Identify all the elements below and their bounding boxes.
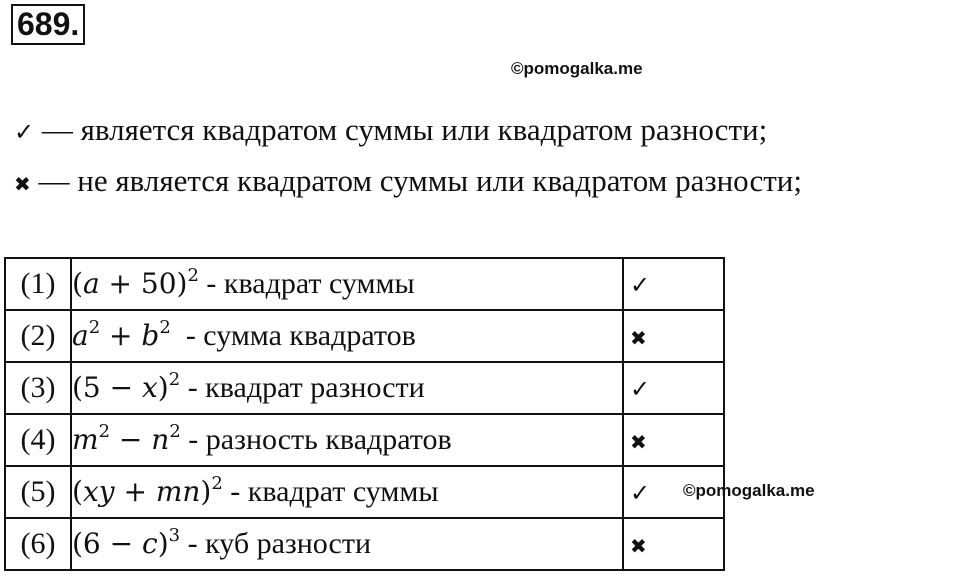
table-row xyxy=(5,518,724,570)
check-icon: ✓ xyxy=(14,118,35,146)
row-mark xyxy=(623,310,724,362)
table-row xyxy=(5,258,724,310)
math-expression: $m^2 - n^2$ xyxy=(72,421,181,456)
answers-table xyxy=(4,257,725,571)
table-row xyxy=(5,414,724,466)
row-expression xyxy=(71,414,623,466)
row-expression xyxy=(71,258,623,310)
table-row xyxy=(5,310,724,362)
math-expression: $a^2 + b^2$ xyxy=(72,317,171,352)
check-icon: ✓ xyxy=(630,375,651,403)
row-label: - квадрат разности xyxy=(180,371,425,404)
legend-cross-line xyxy=(14,163,802,202)
legend-check-line xyxy=(14,112,767,150)
math-expression: $(5 - x)^2$ xyxy=(72,369,181,404)
row-index: (6) xyxy=(5,518,71,570)
check-icon: ✓ xyxy=(630,271,651,299)
legend-cross-text: — не является квадратом суммы или квадратом разности; xyxy=(38,163,802,198)
exercise-number: 689. xyxy=(11,4,85,45)
table-row xyxy=(5,362,724,414)
cross-icon: ✖ xyxy=(630,534,647,558)
row-index: (1) xyxy=(5,258,71,310)
row-mark xyxy=(623,362,724,414)
table-row xyxy=(5,466,724,518)
row-label: - куб разности xyxy=(180,527,372,560)
row-index: (4) xyxy=(5,414,71,466)
legend-check-text: — является квадратом суммы или квадратом разности; xyxy=(41,112,768,147)
math-expression: (xy + mn)$^2$ xyxy=(72,473,223,508)
row-label: - квадрат суммы xyxy=(222,475,439,508)
row-index: (5) xyxy=(5,466,71,518)
row-expression xyxy=(71,466,623,518)
math-expression: $(a + 50)^2$ xyxy=(72,265,199,300)
row-mark xyxy=(623,518,724,570)
row-label: - разность квадратов xyxy=(180,423,452,456)
row-expression xyxy=(71,362,623,414)
watermark: ©pomogalka.me xyxy=(511,59,643,78)
row-expression xyxy=(71,518,623,570)
cross-icon: ✖ xyxy=(14,172,31,196)
row-expression xyxy=(71,310,623,362)
math-expression: $(6 - c)^3$ xyxy=(72,525,181,560)
cross-icon: ✖ xyxy=(630,326,647,350)
row-index: (2) xyxy=(5,310,71,362)
row-index: (3) xyxy=(5,362,71,414)
row-label: - сумма квадратов xyxy=(170,319,416,352)
cross-icon: ✖ xyxy=(630,430,647,454)
row-mark xyxy=(623,414,724,466)
row-mark xyxy=(623,258,724,310)
row-label: - квадрат суммы xyxy=(198,267,415,300)
watermark: ©pomogalka.me xyxy=(683,481,815,500)
check-icon: ✓ xyxy=(630,479,651,507)
